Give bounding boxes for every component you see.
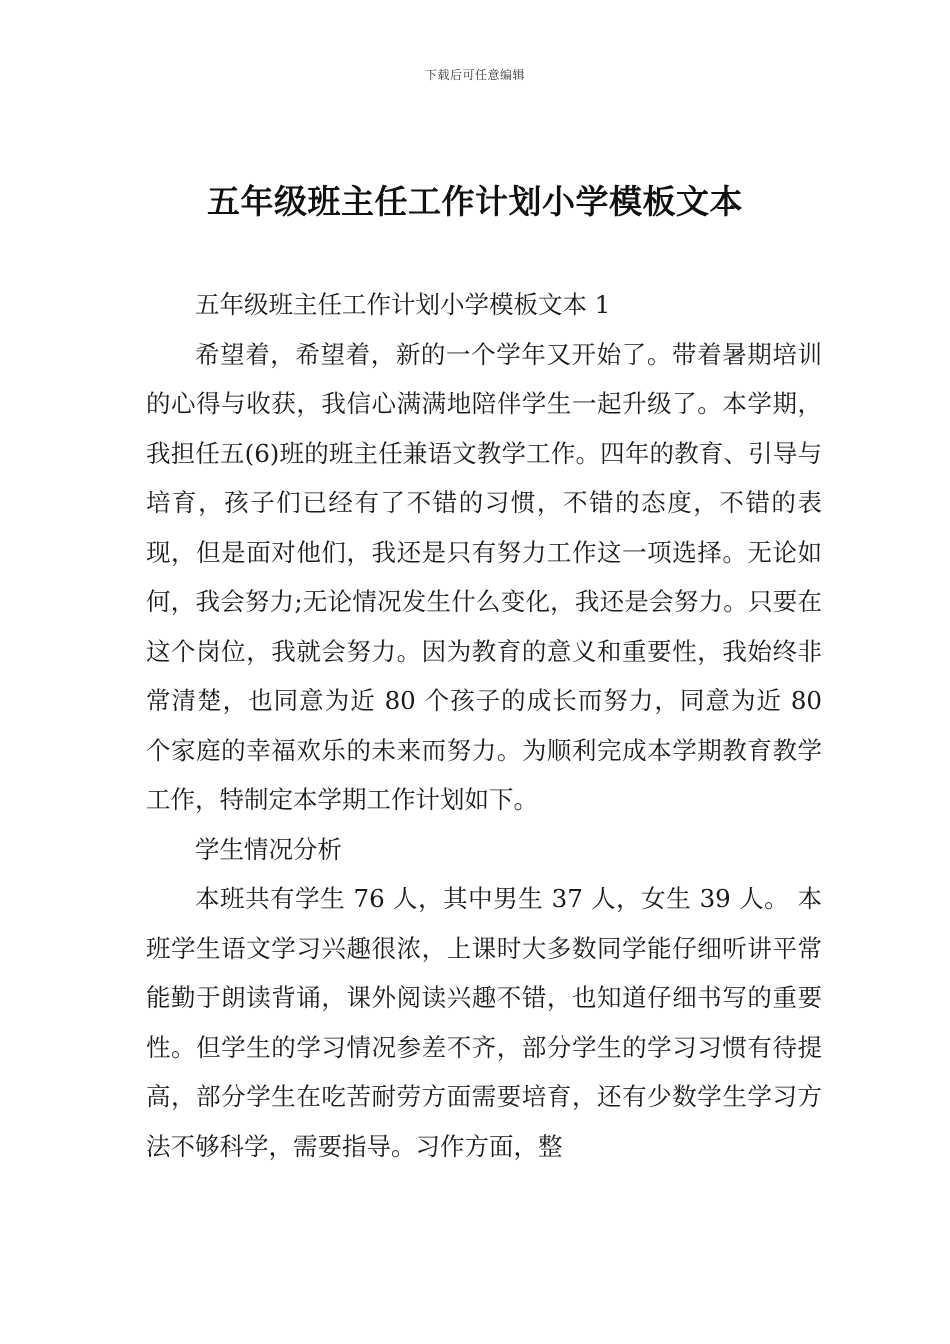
section-heading-1: 五年级班主任工作计划小学模板文本 1 xyxy=(195,290,611,319)
section-heading-student-analysis: 学生情况分析 xyxy=(195,834,342,864)
document-body xyxy=(146,280,822,1171)
paragraph-intro: 希望着，希望着，新的一个学年又开始了。带着暑期培训的心得与收获，我信心满满地陪伴学生一起升级了。本学期，我担任五(6)班的班主任兼语文教学工作。四年的教育、引导与培育，孩子们已经有了不错的习惯，不错的态度，不错的表现，但是面对他们，我还是只有努力工作这一项选择。无论如何，我会努力;无论情况发生什么变化，我还是会努力。只要在这个岗位，我就会努力。因为教育的意义和重要性，我始终非常清楚，也同意为近 80 个孩子的成长而努力，同意为近 80 个家庭的幸福欢乐的未来而努力。为顺利完成本学期教育教学工作，特制定本学期工作计划如下。 xyxy=(146,339,822,814)
paragraph-student-analysis: 本班共有学生 76 人，其中男生 37 人，女生 39 人。 本班学生语文学习兴趣很浓，上课时大多数同学能仔细听讲平常能勤于朗读背诵，课外阅读兴趣不错，也知道仔细书写的重要性。但学生的学习情况参差不齐，部分学生的学习习惯有待提高，部分学生在吃苦耐劳方面需要培育，还有少数学生学习方法不够科学，需要指导。习作方面，整 xyxy=(146,884,822,1161)
page-header-note: 下载后可任意编辑 xyxy=(424,68,525,82)
document-title: 五年级班主任工作计划小学模板文本 xyxy=(207,182,743,221)
